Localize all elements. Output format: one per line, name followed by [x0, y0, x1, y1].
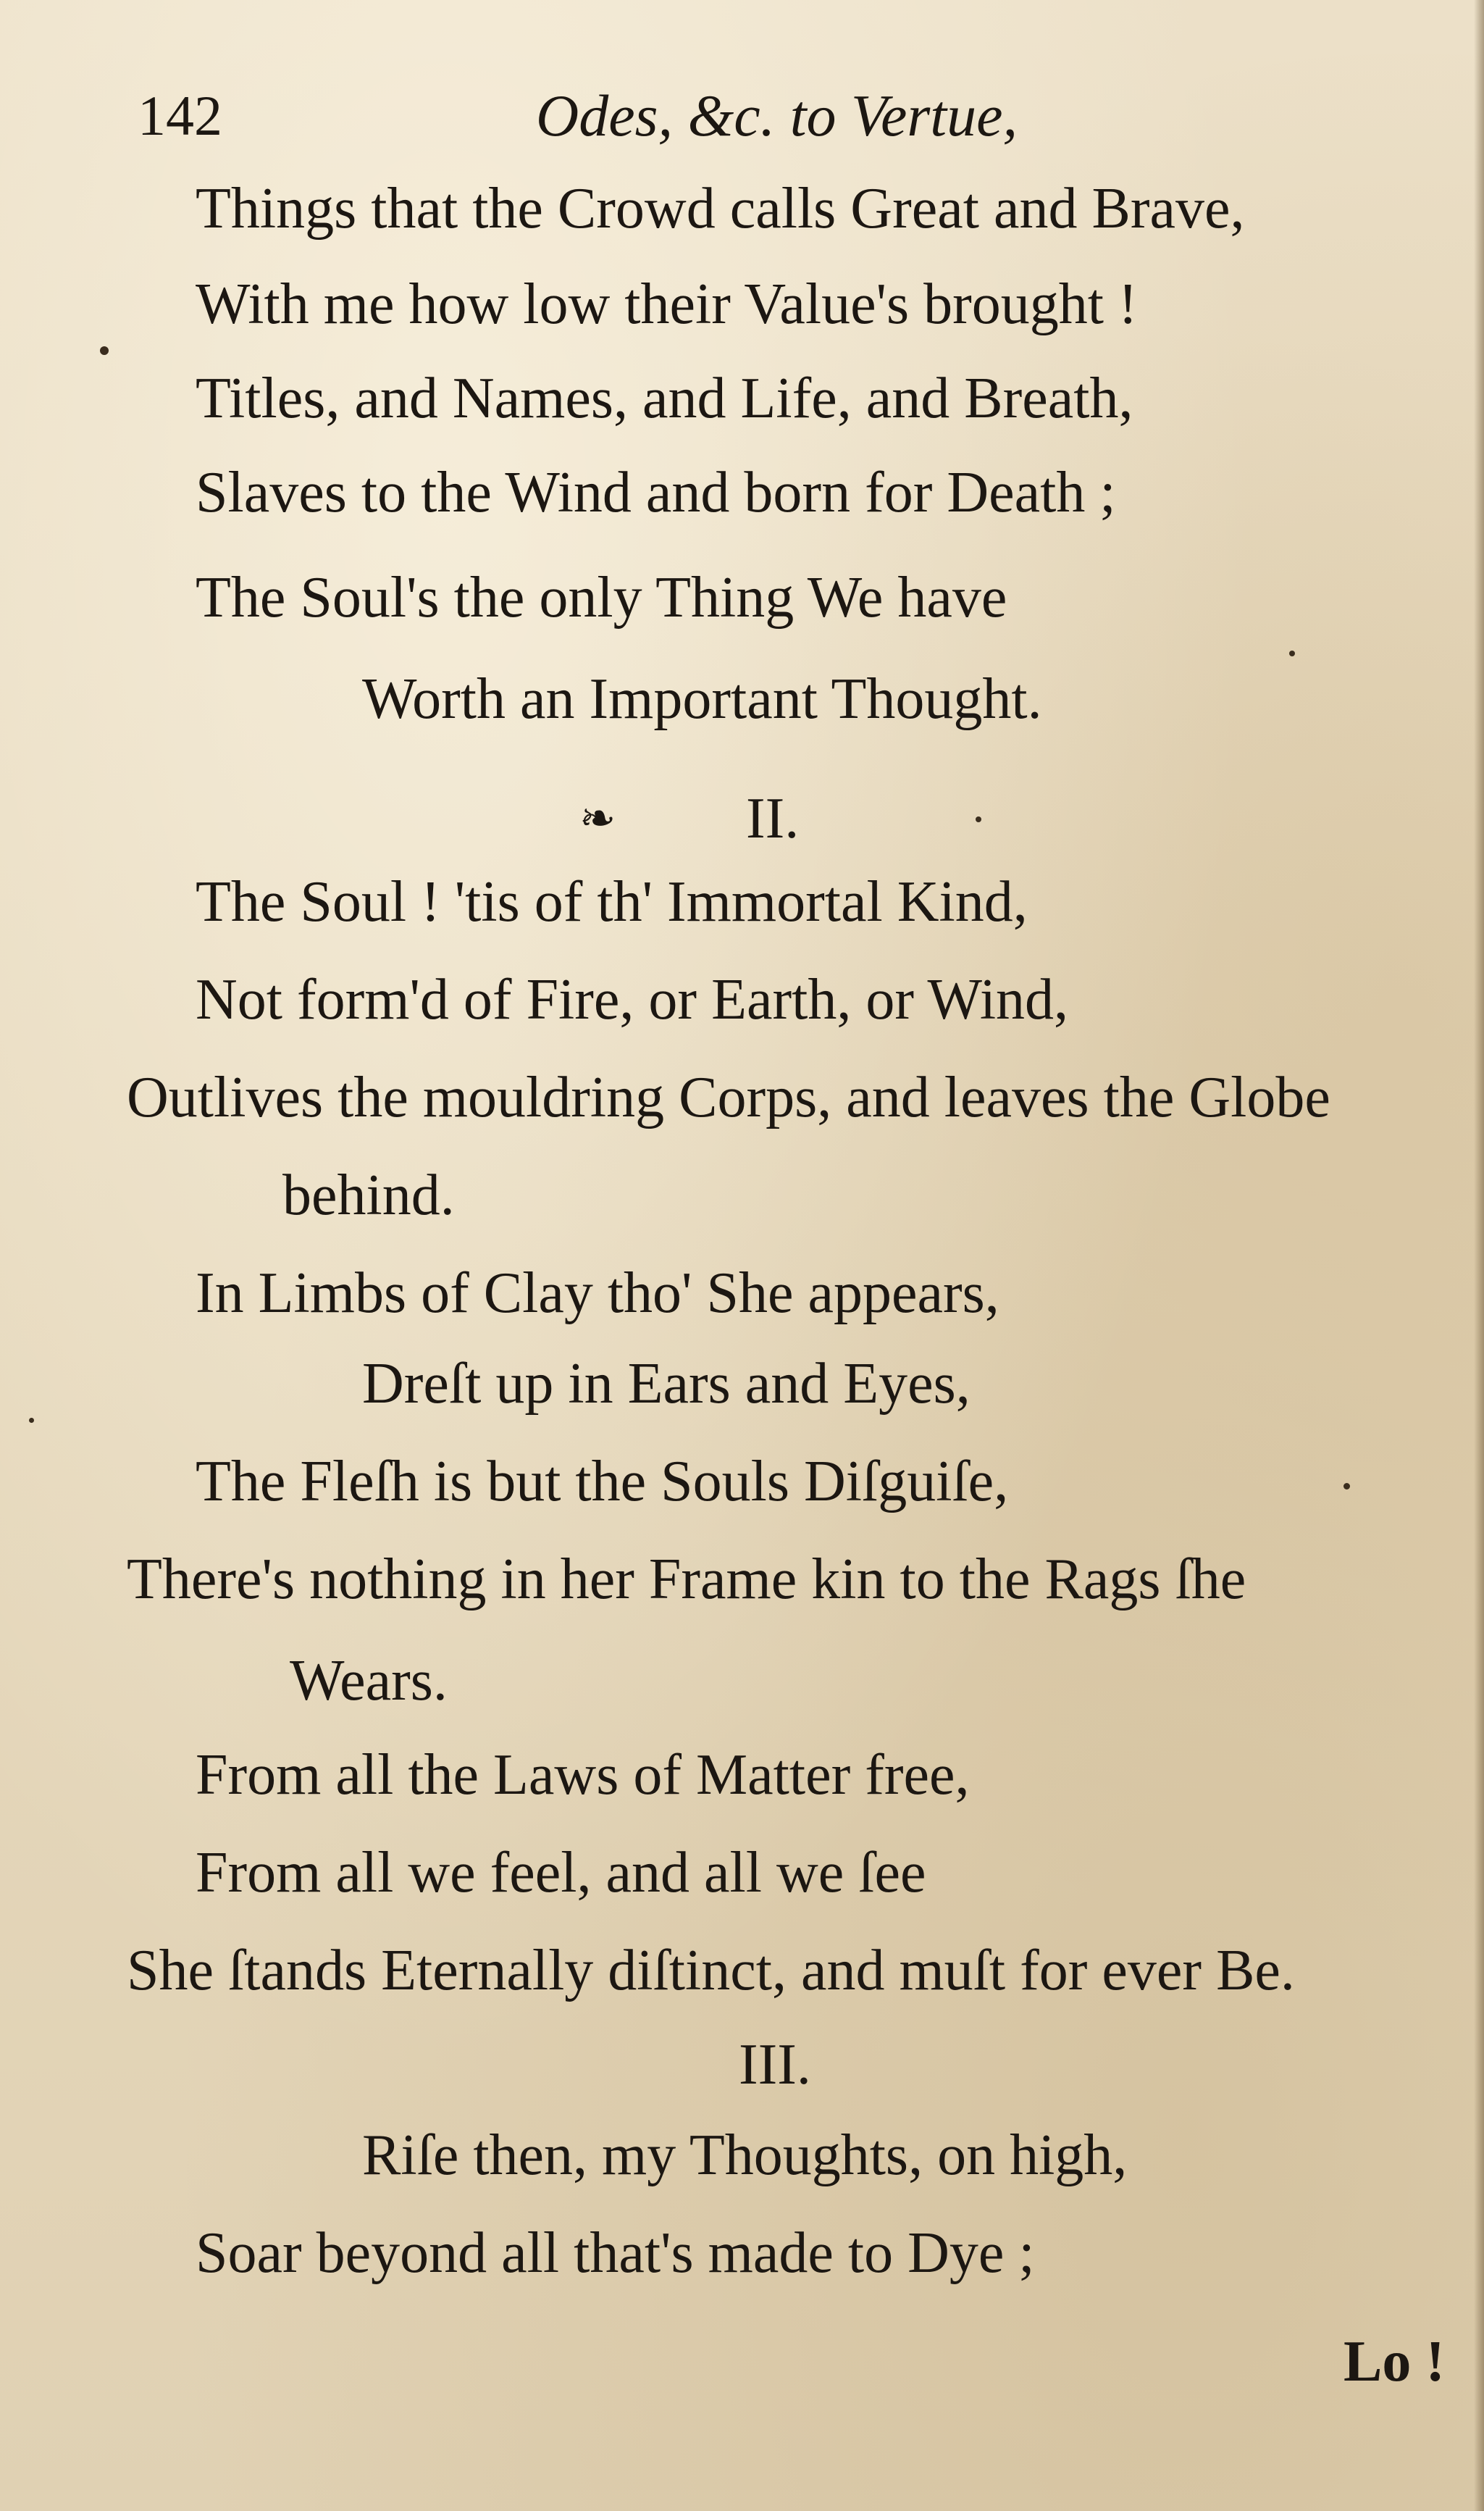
poem-line: Dreſt up in Ears and Eyes, — [362, 1352, 971, 1416]
page-edge-shadow — [1474, 0, 1484, 2511]
poem-line: With me how low their Value's brought ! — [196, 272, 1138, 336]
page-header — [138, 76, 1152, 156]
poem-line: Slaves to the Wind and born for Death ; — [196, 461, 1116, 525]
running-title: Odes, &c. to Vertue, — [536, 83, 1018, 149]
poem-line: Wears. — [290, 1649, 448, 1713]
poem-line: Things that the Crowd calls Great and Brave, — [196, 177, 1245, 241]
poem-line: The Soul ! 'tis of th' Immortal Kind, — [196, 870, 1028, 934]
poem-line: She ſtands Eternally diſtinct, and muſt for ever Be. — [127, 1939, 1295, 2002]
poem-line: From all we feel, and all we ſee — [196, 1841, 926, 1905]
poem-line: Outlives the mouldring Corps, and leaves the Globe — [127, 1066, 1330, 1129]
poem-line: behind. — [282, 1163, 455, 1227]
ink-speck — [1289, 651, 1295, 656]
poem-line: From all the Laws of Matter free, — [196, 1743, 970, 1807]
poem-line: The Soul's the only Thing We have — [196, 566, 1007, 630]
poem-line: Titles, and Names, and Life, and Breath, — [196, 367, 1133, 430]
stanza-numeral: III. — [739, 2033, 811, 2097]
printer-ornament-icon: ❧ — [579, 795, 616, 843]
poem-line: In Limbs of Clay tho' She appears, — [196, 1261, 999, 1325]
poem-line: The Fleſh is but the Souls Diſguiſe, — [196, 1450, 1009, 1513]
poem-line: Riſe then, my Thoughts, on high, — [362, 2123, 1128, 2187]
ink-speck — [1343, 1483, 1350, 1490]
poem-line: Soar beyond all that's made to Dye ; — [196, 2221, 1035, 2285]
poem-line: There's nothing in her Frame kin to the Rags ſhe — [127, 1547, 1246, 1611]
ink-speck — [976, 816, 981, 822]
poem-line: Not form'd of Fire, or Earth, or Wind, — [196, 968, 1069, 1032]
ink-speck — [29, 1418, 34, 1423]
ink-speck — [100, 346, 109, 355]
catchword: Lo ! — [1343, 2330, 1445, 2394]
page-number: 142 — [138, 84, 222, 147]
stanza-numeral: II. — [746, 787, 800, 851]
poem-line: Worth an Important Thought. — [362, 667, 1042, 731]
